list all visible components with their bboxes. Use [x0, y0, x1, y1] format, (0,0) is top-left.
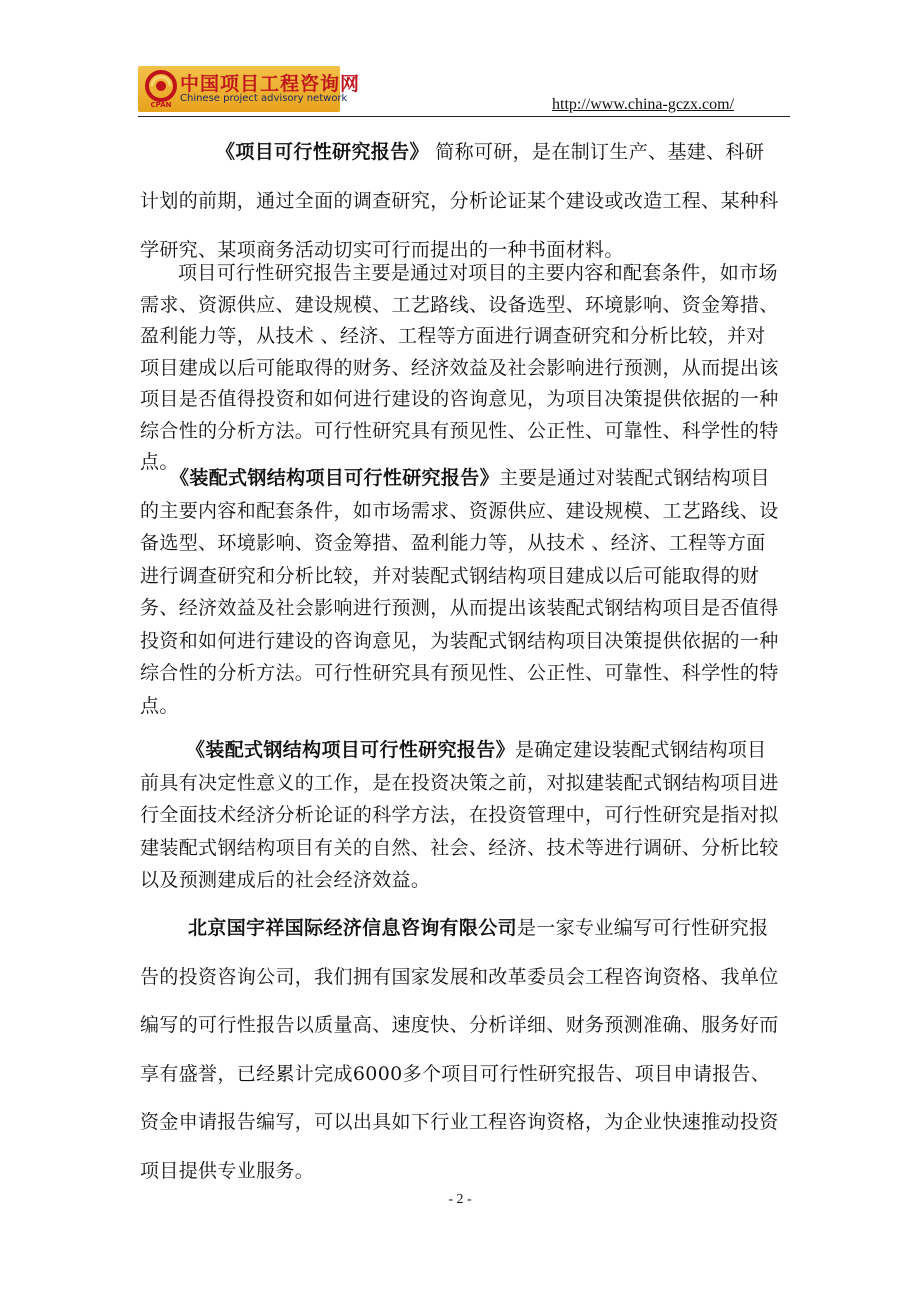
paragraph-text: 是一家专业编写可行性研究报告的投资咨询公司，我们拥有国家发展和改革委员会工程咨询资格、我单位编写的可行性报告以质量高、速度快、分析详细、财务预测准确、服务好而享有盛誉，已经累计完成6000多个项目可行性研究报告、项目申请报告、资金申请报告编写，可以出具如下行业工程咨询资格，为企业快速推动投资项目提供专业服务。	[140, 917, 779, 1182]
paragraph-definition	[140, 258, 782, 479]
paragraph-project-report	[140, 462, 782, 722]
site-url-link[interactable]: http://www.china-gczx.com/	[552, 96, 735, 113]
page-header	[138, 66, 790, 118]
logo-subtitle: Chinese project advisory network	[180, 93, 348, 104]
logo-title: 中国项目工程咨询网	[180, 73, 361, 95]
site-logo[interactable]	[138, 66, 361, 112]
paragraph-company	[140, 904, 782, 1195]
paragraph-title: 《装配式钢结构项目可行性研究报告》	[186, 739, 515, 761]
logo-emblem-icon	[142, 69, 180, 109]
header-divider	[138, 116, 790, 117]
logo-badge-text: CPAN	[150, 101, 172, 109]
paragraph-text: 简称可研，是在制订生产、基建、科研计划的前期，通过全面的调查研究，分析论证某个建设或改造工程、某种科学研究、某项商务活动切实可行而提出的一种书面材料。	[140, 141, 779, 261]
paragraph-text: 项目可行性研究报告主要是通过对项目的主要内容和配套条件，如市场需求、资源供应、建设规模、工艺路线、设备选型、环境影响、资金筹措、盈利能力等，从技术 、经济、工程等方面进行调查研究和分析比较，并对项目建成以后可能取得的财务、经济效益及社会影响进行预测，从而提出该项目是否值得投资和如何进行建设的咨询意见，为项目决策提供依据的一种综合性的分析方法。可行性研究具有预见性、公正性、可靠性、科学性的特点。	[140, 262, 779, 473]
company-name: 北京国宇祥国际经济信息咨询有限公司	[188, 917, 517, 939]
paragraph-text: 主要是通过对装配式钢结构项目的主要内容和配套条件，如市场需求、资源供应、建设规模、工艺路线、设备选型、环境影响、资金筹措、盈利能力等，从技术 、经济、工程等方面进行调查研究和分析比较，并对装配式钢结构项目建成以后可能取得的财务、经济效益及社会影响进行预测，从而提出该装配式钢结构项目是否值得投资和如何进行建设的咨询意见，为装配式钢结构项目决策提供依据的一种综合性的分析方法。可行性研究具有预见性、公正性、可靠性、科学性的特点。	[140, 467, 779, 717]
paragraph-text: 是确定建设装配式钢结构项目前具有决定性意义的工作，是在投资决策之前，对拟建装配式钢结构项目进行全面技术经济分析论证的科学方法，在投资管理中，可行性研究是指对拟建装配式钢结构项目有关的自然、社会、经济、技术等进行调研、分析比较以及预测建成后的社会经济效益。	[140, 739, 779, 891]
paragraph-title: 《装配式钢结构项目可行性研究报告》	[170, 467, 499, 489]
paragraph-title: 《项目可行性研究报告》	[216, 141, 429, 163]
paragraph-report-significance	[140, 734, 782, 897]
paragraph-intro	[140, 128, 782, 275]
page-number: - 2 -	[448, 1192, 472, 1207]
